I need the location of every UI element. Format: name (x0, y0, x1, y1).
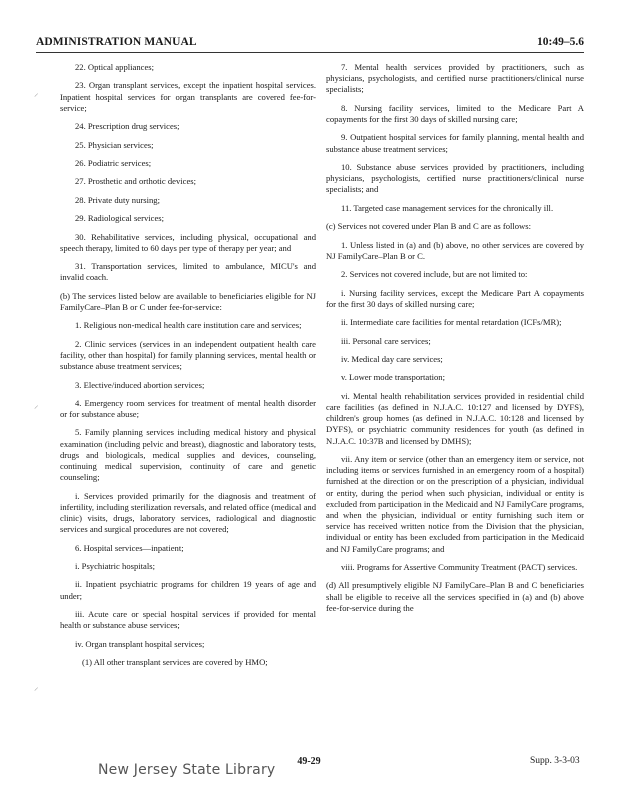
paragraph: 23. Organ transplant services, except the inpatient hospital services. Inpatient hospital services for organ transplants are covered fee-for-service; (60, 80, 316, 113)
paragraph: 26. Podiatric services; (75, 157, 152, 168)
paragraph: 30. Rehabilitative services, including physical, occupational and speech therapy, limited to 60 days per type of therapy per year; and (60, 231, 316, 253)
paragraph: 1. Unless listed in (a) and (b) above, no other services are covered by NJ FamilyCare–Plan B or C. (326, 239, 584, 261)
margin-mark: ⸝ (34, 683, 39, 693)
paragraph: 22. Optical appliances; (75, 62, 154, 72)
paragraph: 31. Transportation services, limited to ambulance, MICU's and invalid coach. (60, 261, 316, 283)
paragraph: 4. Emergency room services for treatment of mental health disorder or for substance abuse; (60, 397, 316, 420)
paragraph: 24. Prescription drug services; (75, 121, 180, 132)
paragraph: vii. Any item or service (other than an emergency item or service, not including items or services furnished in an emergency room of a hospital) furnished at the direction or on the prescription of a physician, individual or entity, during the period when such physician, individual or entity is excluded from participation in the Medicaid and NJ FamilyCare programs, and when the physician, individual or entity furnishing such item or service has received written notice from the Division that the physician, individual or entity has been excluded from participation in the Medicaid and NJ FamilyCare programs; and (326, 453, 584, 554)
paragraph: iii. Acute care or special hospital services if provided for mental health or substance abuse services; (60, 609, 316, 631)
section-number: 10:49–5.6 (537, 36, 584, 48)
paragraph: v. Lower mode transportation; (341, 372, 445, 383)
left-column (60, 62, 316, 675)
paragraph: 8. Nursing facility services, limited to the Medicare Part A copayments for the first 30 days of skilled nursing care; (326, 102, 584, 124)
paragraph: (b) The services listed below are available to beneficiaries eligible for NJ FamilyCare–Plan B or C under fee-for-service: (60, 290, 316, 312)
supplement-date: Supp. 3-3-03 (530, 756, 580, 766)
paragraph: i. Services provided primarily for the diagnosis and treatment of infertility, including sterilization reversals, and related office (medical and clinic) visits, drugs, laboratory services, radiological and diagnostic services and surgical procedures are not covered; (60, 490, 316, 535)
paragraph: i. Psychiatric hospitals; (75, 561, 155, 572)
paragraph: 28. Private duty nursing; (75, 194, 160, 205)
running-header (36, 36, 584, 52)
paragraph: 10. Substance abuse services provided by practitioners, including physicians, psychologists, certified nurse practitioners/clinical nurse specialists; and (326, 161, 584, 195)
paragraph: i. Nursing facility services, except the Medicare Part A copayments for the first 30 days of skilled nursing care; (326, 287, 584, 309)
paragraph: ii. Intermediate care facilities for mental retardation (ICFs/MR); (341, 317, 562, 328)
paragraph: 1. Religious non-medical health care institution care and services; (75, 320, 302, 331)
paragraph: iv. Organ transplant hospital services; (75, 638, 205, 649)
paragraph: 6. Hospital services—inpatient; (75, 542, 184, 553)
right-column (326, 62, 584, 621)
header-rule (36, 52, 584, 53)
paragraph: 9. Outpatient hospital services for family planning, mental health and substance abuse treatment services; (326, 132, 584, 154)
paragraph: 11. Targeted case management services for the chronically ill. (341, 202, 554, 213)
manual-title: ADMINISTRATION MANUAL (36, 36, 197, 48)
margin-mark: ⸝ (34, 89, 39, 99)
paragraph: 25. Physician services; (75, 139, 154, 150)
library-stamp: New Jersey State Library (98, 762, 276, 778)
paragraph: (d) All presumptively eligible NJ FamilyCare–Plan B and C beneficiaries shall be eligible to receive all the services specified in (a) and (b) above fee-for-service during the (326, 580, 584, 613)
paragraph: vi. Mental health rehabilitation services provided in residential child care facilities (as defined in N.J.A.C. 10:127 and licensed by DYFS), children's group homes (as defined in N.J.A.C. 10:128 and licensed by DYFS), or psychiatric community residences for youth (as defined in N.J.A.C. 10:37B and licensed by DMHS); (326, 390, 584, 446)
margin-mark: ⸝ (34, 401, 39, 411)
paragraph: iv. Medical day care services; (341, 353, 443, 364)
page-number: 49-29 (297, 756, 321, 767)
paragraph: 5. Family planning services including medical history and physical examination (including pelvic and breast), diagnostic and laboratory tests, drugs and biologicals, medical supplies and devices, counseling, continuing medical supervision, continuity of care and genetic counseling; (60, 427, 316, 483)
paragraph: 7. Mental health services provided by practitioners, such as physicians, psychologists, and certified nurse practitioners/clinical nurse specialists; (326, 62, 584, 95)
paragraph: 2. Clinic services (services in an independent outpatient health care facility, other than hospital) for family planning services, mental health or substance abuse treatment services; (60, 338, 316, 372)
paragraph: 2. Services not covered include, but are not limited to: (341, 269, 528, 280)
paragraph: (1) All other transplant services are covered by HMO; (82, 657, 268, 668)
paragraph: (c) Services not covered under Plan B and C are as follows: (326, 221, 531, 232)
paragraph: 27. Prosthetic and orthotic devices; (75, 176, 197, 187)
paragraph: viii. Programs for Assertive Community Treatment (PACT) services. (341, 561, 578, 572)
paragraph: ii. Inpatient psychiatric programs for children 19 years of age and under; (60, 579, 316, 601)
paragraph: iii. Personal care services; (341, 335, 431, 346)
paragraph: 29. Radiological services; (75, 213, 165, 224)
paragraph: 3. Elective/induced abortion services; (75, 379, 205, 390)
